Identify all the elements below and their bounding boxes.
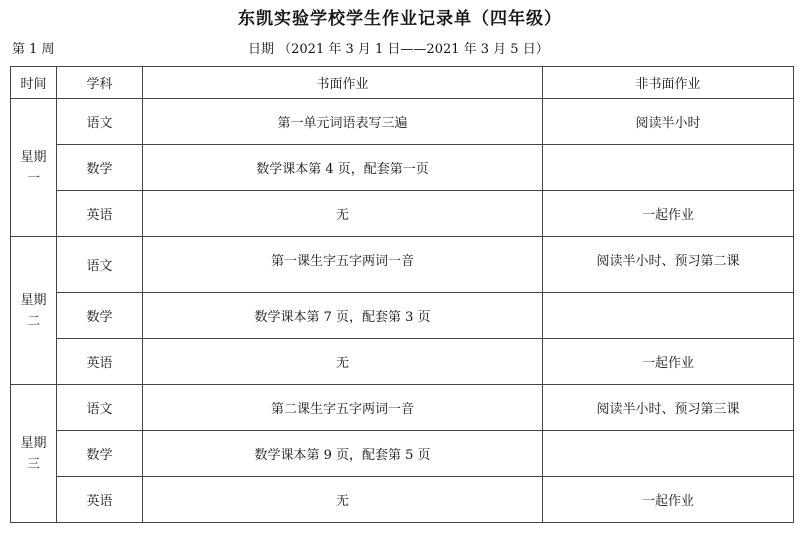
- table-row: [11, 145, 794, 191]
- subject-cell: 英语: [57, 477, 143, 523]
- non-written-homework-cell: 阅读半小时: [543, 99, 794, 145]
- subject-cell: 数学: [57, 431, 143, 477]
- day-label: 星期: [20, 149, 47, 165]
- date-range: 日期 （2021 年 3 月 1 日——2021 年 3 月 5 日）: [248, 42, 549, 57]
- non-written-homework-cell: 阅读半小时、预习第三课: [543, 385, 794, 431]
- table-row: [11, 293, 794, 339]
- day-number: 一: [26, 170, 40, 186]
- subject-cell: 语文: [57, 99, 143, 145]
- day-number: 二: [26, 313, 40, 329]
- written-homework-cell: 数学课本第 4 页，配套第一页: [143, 145, 543, 191]
- written-homework-cell: 第一课生字五字两词一音: [143, 237, 543, 293]
- non-written-homework-cell: 一起作业: [543, 191, 794, 237]
- subject-cell: 数学: [57, 145, 143, 191]
- subject-cell: 语文: [57, 237, 143, 293]
- table-row: [11, 385, 794, 431]
- table-row: [11, 237, 794, 293]
- header-non-written-homework: 非书面作业: [543, 67, 794, 99]
- day-cell-tuesday: [11, 237, 57, 385]
- header-written-homework: 书面作业: [143, 67, 543, 99]
- subject-cell: 英语: [57, 191, 143, 237]
- written-homework-cell: 无: [143, 191, 543, 237]
- written-homework-cell: 数学课本第 7 页，配套第 3 页: [143, 293, 543, 339]
- week-label: 第 1 周: [12, 42, 55, 57]
- day-label: 星期: [20, 292, 47, 308]
- non-written-homework-cell: 一起作业: [543, 339, 794, 385]
- table-row: [11, 191, 794, 237]
- non-written-homework-cell: [543, 431, 794, 477]
- document-title: 东凯实验学校学生作业记录单（四年级）: [238, 9, 562, 29]
- day-cell-wednesday: [11, 385, 57, 523]
- written-homework-cell: 数学课本第 9 页，配套第 5 页: [143, 431, 543, 477]
- subject-cell: 语文: [57, 385, 143, 431]
- non-written-homework-cell: 阅读半小时、预习第二课: [543, 237, 794, 293]
- day-number: 三: [26, 456, 40, 472]
- non-written-homework-cell: [543, 145, 794, 191]
- non-written-homework-cell: [543, 293, 794, 339]
- written-homework-cell: 无: [143, 339, 543, 385]
- table-row: [11, 431, 794, 477]
- written-homework-cell: 无: [143, 477, 543, 523]
- table-header-row: [11, 67, 794, 99]
- homework-table: [10, 66, 794, 523]
- header-subject: 学科: [57, 67, 143, 99]
- non-written-homework-cell: 一起作业: [543, 477, 794, 523]
- day-label: 星期: [20, 435, 47, 451]
- written-homework-cell: 第二课生字五字两词一音: [143, 385, 543, 431]
- header-time: 时间: [11, 67, 57, 99]
- table-row: [11, 339, 794, 385]
- table-row: [11, 99, 794, 145]
- table-row: [11, 477, 794, 523]
- subject-cell: 数学: [57, 293, 143, 339]
- subject-cell: 英语: [57, 339, 143, 385]
- day-cell-monday: [11, 99, 57, 237]
- written-homework-cell: 第一单元词语表写三遍: [143, 99, 543, 145]
